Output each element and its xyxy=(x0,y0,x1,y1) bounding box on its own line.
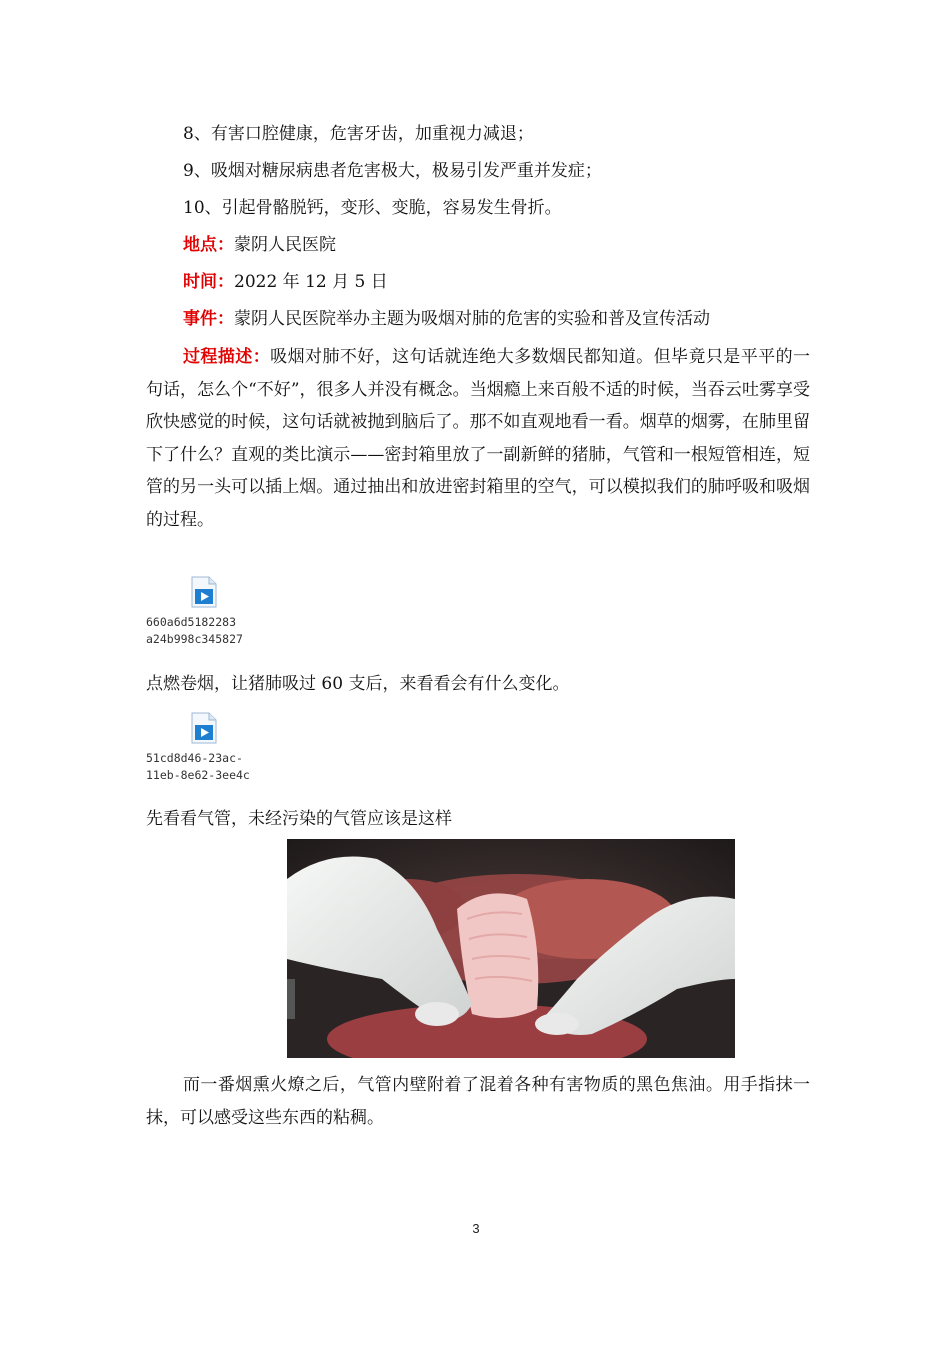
video-1-caption-line2: a24b998c345827 xyxy=(146,632,243,646)
text-after-video-1: 点燃卷烟，让猪肺吸过 60 支后，来看看会有什么变化。 xyxy=(146,674,570,694)
event-line xyxy=(183,308,810,330)
video-1-caption-line1: 660a6d5182283 xyxy=(146,615,237,629)
trachea-photo xyxy=(287,839,735,1058)
video-2-caption xyxy=(146,750,264,784)
time-value: 2022 年 12 月 5 日 xyxy=(234,272,388,292)
process-paragraph xyxy=(146,341,810,536)
list-item-10: 10、引起骨骼脱钙，变形、变脆，容易发生骨折。 xyxy=(183,198,562,218)
list-item-8: 8、有害口腔健康，危害牙齿，加重视力减退； xyxy=(183,124,534,144)
process-text: 吸烟对肺不好，这句话就连绝大多数烟民都知道。但毕竟只是平平的一句话，怎么个“不好”，很多人并没有概念。当烟瘾上来百般不适的时候，当吞云吐雾享受欣快感觉的时候，这句话就被抛到脑后了。那不如直观地看一看。烟草的烟雾，在肺里留下了什么？直观的类比演示——密封箱里放了一副新鲜的猪肺，气管和一根短管相连，短管的另一头可以插上烟。通过抽出和放进密封箱里的空气，可以模拟我们的肺呼吸和吸烟的过程。 xyxy=(146,347,811,530)
video-1-caption xyxy=(146,614,264,648)
video-attachment-2[interactable] xyxy=(146,712,276,784)
time-label: 时间： xyxy=(183,272,234,292)
location-line xyxy=(183,234,810,256)
text-before-photo: 先看看气管，未经污染的气管应该是这样 xyxy=(146,809,452,829)
list-item-9: 9、吸烟对糖尿病患者危害极大，极易引发严重并发症； xyxy=(183,161,602,181)
video-2-caption-line1: 51cd8d46-23ac- xyxy=(146,751,243,765)
text-after-photo: 而一番烟熏火燎之后，气管内壁附着了混着各种有害物质的黑色焦油。用手指抹一抹，可以感受这些东西的粘稠。 xyxy=(146,1075,810,1128)
location-label: 地点： xyxy=(183,235,234,255)
video-file-icon xyxy=(191,712,217,744)
time-line xyxy=(183,271,810,293)
video-file-icon xyxy=(191,576,217,608)
event-label: 事件： xyxy=(183,309,234,329)
location-value: 蒙阴人民医院 xyxy=(234,235,336,255)
process-label: 过程描述： xyxy=(183,347,271,367)
video-attachment-1[interactable] xyxy=(146,576,276,648)
video-2-caption-line2: 11eb-8e62-3ee4c xyxy=(146,768,250,782)
event-value: 蒙阴人民医院举办主题为吸烟对肺的危害的实验和普及宣传活动 xyxy=(234,309,710,329)
page-number: 3 xyxy=(472,1221,480,1236)
